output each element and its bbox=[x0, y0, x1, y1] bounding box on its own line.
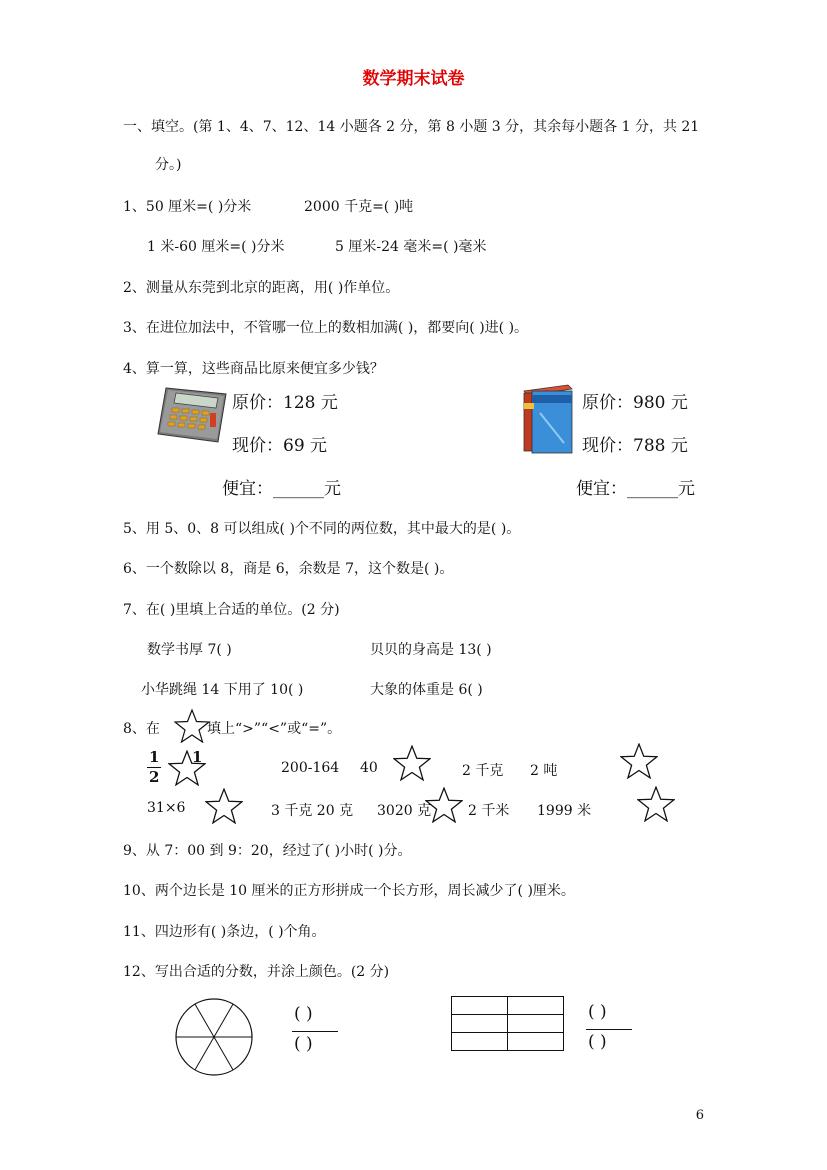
grid-cell bbox=[451, 996, 508, 1015]
grid-cell bbox=[507, 996, 564, 1015]
fraction-numerator: 1 bbox=[149, 748, 160, 766]
page-title: 数学期末试卷 bbox=[362, 69, 465, 89]
item1-current-price: 现价：69 元 bbox=[232, 436, 328, 456]
q3: 3、在进位加法中，不管哪一位上的数相加满( )，都要向( )进( )。 bbox=[123, 320, 529, 336]
q8-r1c: 40 bbox=[360, 760, 378, 776]
q1-c: 1 米-60 厘米=( )分米 bbox=[147, 239, 285, 255]
fraction1-numerator: ( ) bbox=[294, 1004, 313, 1024]
q8-r1b: 200-164 bbox=[281, 760, 340, 776]
q9: 9、从 7：00 到 9：20，经过了( )小时( )分。 bbox=[123, 843, 412, 859]
q7-a: 数学书厚 7( ) bbox=[147, 642, 232, 658]
q8-prefix: 8、在 bbox=[123, 721, 160, 737]
q8-r2b: 3 千克 20 克 bbox=[271, 803, 354, 819]
grid-cell bbox=[451, 1014, 508, 1033]
item2-savings: 便宜：______元 bbox=[576, 479, 695, 499]
section1-line1: 一、填空。(第 1、4、7、12、14 小题各 2 分，第 8 小题 3 分，其余每小题各 1 分，共 21 bbox=[123, 119, 700, 135]
fraction-right: 1 bbox=[192, 748, 203, 766]
q2: 2、测量从东莞到北京的距离，用( )作单位。 bbox=[123, 280, 400, 296]
fraction-denominator: 2 bbox=[149, 768, 160, 786]
q8-r1d: 2 千克 bbox=[462, 763, 504, 779]
grid-cell bbox=[507, 1032, 564, 1051]
item2-current-price: 现价：788 元 bbox=[582, 436, 688, 456]
q5: 5、用 5、0、8 可以组成( )个不同的两位数，其中最大的是( )。 bbox=[123, 521, 521, 537]
q11: 11、四边形有( )条边，( )个角。 bbox=[123, 924, 326, 940]
fraction2-denominator: ( ) bbox=[588, 1032, 607, 1052]
q7-d: 大象的体重是 6( ) bbox=[370, 682, 483, 698]
q1-a: 1、50 厘米=( )分米 bbox=[123, 199, 252, 215]
fraction2-numerator: ( ) bbox=[588, 1002, 607, 1022]
q7-text: 7、在( )里填上合适的单位。(2 分) bbox=[123, 602, 340, 618]
q7-b: 贝贝的身高是 13( ) bbox=[370, 642, 492, 658]
star-icon bbox=[393, 745, 431, 781]
q7-c: 小华跳绳 14 下用了 10( ) bbox=[141, 682, 304, 698]
calculator-image bbox=[156, 384, 230, 444]
q6: 6、一个数除以 8，商是 6，余数是 7，这个数是( )。 bbox=[123, 561, 454, 577]
section1-line2: 分。) bbox=[155, 157, 182, 173]
q8-r2a: 31×6 bbox=[147, 800, 186, 816]
grid-cell bbox=[451, 1032, 508, 1051]
star-icon bbox=[205, 788, 243, 824]
fraction1-denominator: ( ) bbox=[294, 1034, 313, 1054]
page-number: 6 bbox=[695, 1108, 704, 1123]
q8-r1e: 2 吨 bbox=[530, 763, 558, 779]
fraction2-bar bbox=[586, 1029, 632, 1030]
q8-r2c: 3020 克 bbox=[377, 803, 432, 819]
book-image bbox=[520, 383, 574, 455]
star-icon bbox=[620, 743, 658, 779]
fraction1-bar bbox=[292, 1031, 338, 1032]
q12: 12、写出合适的分数，并涂上颜色。(2 分) bbox=[123, 964, 390, 980]
q1-b: 2000 千克=( )吨 bbox=[304, 199, 414, 215]
item2-original-price: 原价：980 元 bbox=[582, 393, 688, 413]
q1-d: 5 厘米-24 毫米=( )毫米 bbox=[335, 239, 487, 255]
star-icon bbox=[637, 786, 675, 822]
q8-r2d: 2 千米 bbox=[468, 803, 510, 819]
q4-text: 4、算一算，这些商品比原来便宜多少钱？ bbox=[123, 361, 384, 377]
grid-cell bbox=[507, 1014, 564, 1033]
q8-suffix: 填上“>”“<”或“=”。 bbox=[207, 721, 342, 737]
item1-original-price: 原价：128 元 bbox=[232, 393, 338, 413]
star-icon bbox=[174, 709, 210, 743]
item1-savings: 便宜：______元 bbox=[222, 479, 341, 499]
star-icon bbox=[425, 787, 463, 823]
q10: 10、两个边长是 10 厘米的正方形拼成一个长方形，周长减少了( )厘米。 bbox=[123, 883, 575, 899]
circle-sixths-figure bbox=[174, 997, 254, 1077]
q8-r2e: 1999 米 bbox=[537, 803, 592, 819]
